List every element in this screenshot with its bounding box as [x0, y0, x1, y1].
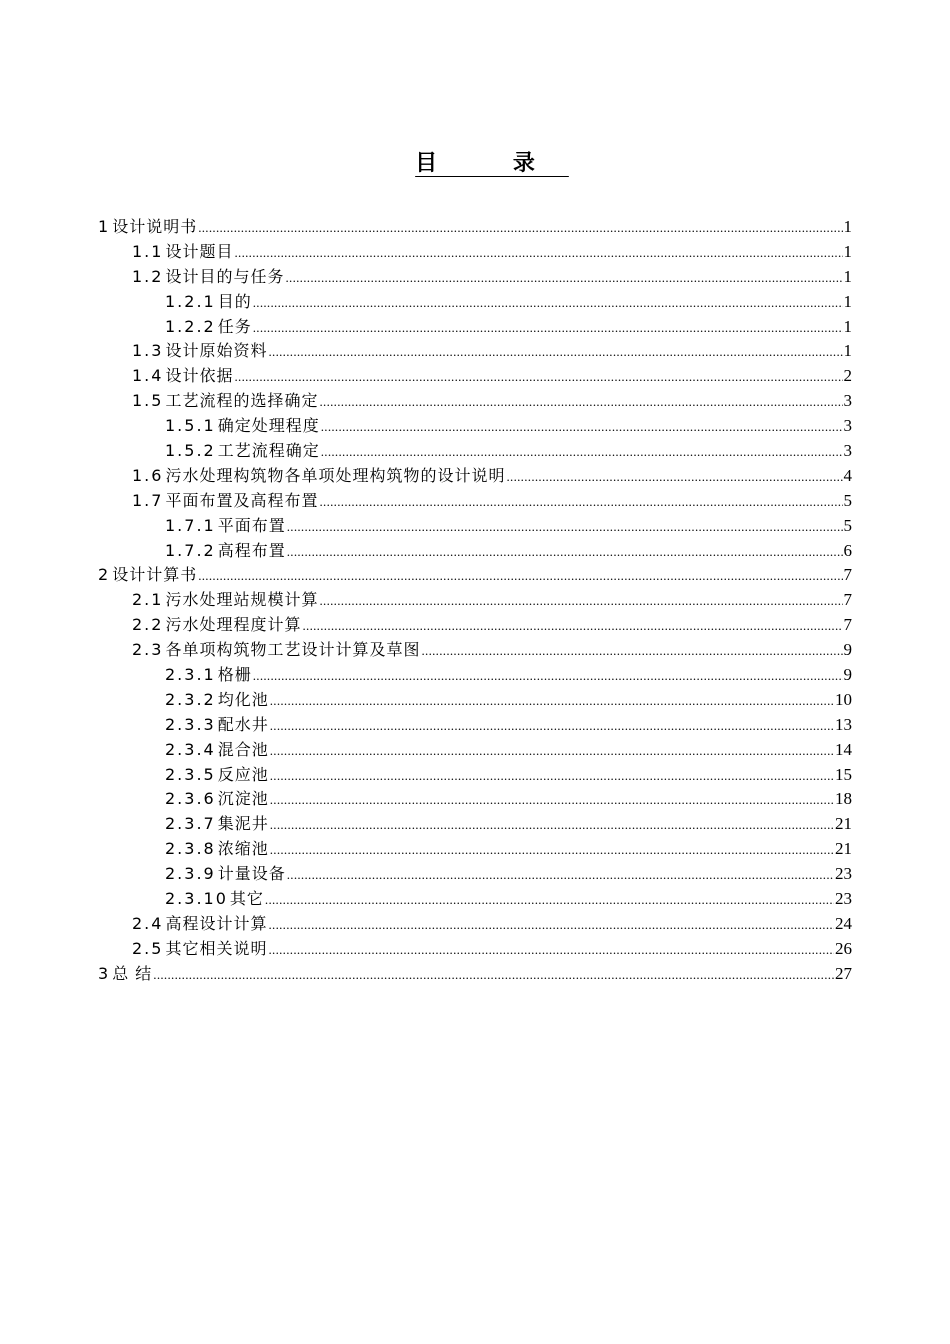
toc-entry-title: 总 结 — [112, 963, 153, 983]
toc-dot-leader — [302, 614, 842, 639]
toc-entry-page-number: 1 — [843, 266, 852, 286]
toc-dot-leader — [321, 415, 843, 440]
toc-entry-number: 2.3.8 — [165, 839, 216, 859]
toc-entry-page-number: 6 — [843, 540, 852, 560]
toc-entry[interactable] — [98, 638, 852, 663]
toc-dot-leader — [287, 515, 843, 540]
toc-entry-page-number: 27 — [835, 963, 852, 983]
toc-entry-number: 2.1 — [132, 590, 164, 610]
toc-entry-number: 2.3.4 — [165, 739, 216, 759]
toc-entry-title: 设计依据 — [165, 366, 234, 386]
toc-entry-title: 确定处理程度 — [217, 416, 320, 436]
toc-entry-number: 2.3.5 — [165, 764, 216, 784]
toc-entry-number: 1.5.1 — [165, 416, 216, 436]
toc-dot-leader — [265, 888, 834, 913]
toc-entry-title: 计量设备 — [217, 864, 286, 884]
toc-entry-number: 2.4 — [132, 913, 164, 933]
toc-dot-leader — [287, 540, 843, 565]
toc-entry-page-number: 1 — [843, 316, 852, 336]
toc-entry-title: 配水井 — [217, 714, 269, 734]
toc-entry-number: 2.3.1 — [165, 665, 216, 685]
toc-entry[interactable] — [98, 713, 852, 738]
toc-dot-leader — [268, 340, 842, 365]
toc-entry-title: 混合池 — [217, 739, 269, 759]
toc-entry-number: 2.3.6 — [165, 789, 216, 809]
toc-entry[interactable] — [98, 738, 852, 763]
page-title — [0, 146, 950, 182]
toc-entry-page-number: 10 — [835, 689, 852, 709]
toc-dot-leader — [253, 664, 843, 689]
toc-entry-page-number: 1 — [843, 217, 852, 236]
toc-entry-page-number: 7 — [843, 590, 852, 610]
toc-entry-page-number: 1 — [843, 291, 852, 311]
toc-dot-leader — [270, 689, 834, 714]
toc-entry-page-number: 13 — [835, 714, 852, 734]
toc-dot-leader — [153, 963, 834, 988]
toc-entry[interactable] — [98, 688, 852, 713]
toc-dot-leader — [270, 764, 834, 789]
toc-entry-number: 2 — [98, 565, 111, 585]
toc-entry-title: 目的 — [217, 291, 252, 311]
toc-entry-number: 3 — [98, 963, 111, 983]
toc-entry-number: 1 — [98, 217, 111, 236]
toc-entry-number: 1.7.1 — [165, 515, 216, 535]
toc-dot-leader — [234, 241, 842, 266]
toc-entry[interactable] — [98, 763, 852, 788]
toc-dot-leader — [270, 813, 834, 838]
toc-entry-title: 任务 — [217, 316, 252, 336]
toc-entry-title: 各单项构筑物工艺设计计算及草图 — [165, 640, 421, 660]
toc-entry[interactable] — [98, 489, 852, 514]
toc-dot-leader — [270, 714, 834, 739]
toc-entry[interactable] — [98, 364, 852, 389]
toc-entry-page-number: 3 — [843, 441, 852, 461]
toc-entry-page-number: 9 — [843, 665, 852, 685]
toc-entry-page-number: 23 — [835, 889, 852, 909]
toc-entry-page-number: 1 — [843, 341, 852, 361]
toc-entry-number: 2.5 — [132, 938, 164, 958]
toc-entry-title: 浓缩池 — [217, 839, 269, 859]
toc-dot-leader — [319, 589, 842, 614]
toc-entry[interactable] — [98, 937, 852, 962]
toc-entry-title: 设计原始资料 — [165, 341, 268, 361]
toc-entry-number: 1.7 — [132, 490, 164, 510]
toc-entry-number: 2.3.7 — [165, 814, 216, 834]
toc-entry-number: 2.3.9 — [165, 864, 216, 884]
toc-entry[interactable] — [98, 240, 852, 265]
toc-entry-title: 集泥井 — [217, 814, 269, 834]
toc-entry[interactable] — [98, 862, 852, 887]
toc-entry[interactable] — [98, 339, 852, 364]
toc-dot-leader — [253, 291, 843, 316]
toc-entry[interactable] — [98, 215, 852, 240]
toc-entry[interactable] — [98, 464, 852, 489]
toc-entry[interactable] — [98, 787, 852, 812]
toc-entry-number: 1.2 — [132, 266, 164, 286]
toc-dot-leader — [421, 639, 842, 664]
toc-entry-title: 工艺流程的选择确定 — [165, 391, 319, 411]
toc-entry-number: 1.1 — [132, 241, 164, 261]
toc-entry-title: 其它 — [229, 889, 264, 909]
toc-entry-page-number: 5 — [843, 515, 852, 535]
toc-entry-number: 1.6 — [132, 465, 164, 485]
toc-entry[interactable] — [98, 663, 852, 688]
toc-entry-number: 1.3 — [132, 341, 164, 361]
toc-dot-leader — [198, 564, 842, 589]
toc-entry[interactable] — [98, 439, 852, 464]
toc-entry-page-number: 23 — [835, 864, 852, 884]
toc-dot-leader — [270, 739, 834, 764]
toc-dot-leader — [285, 266, 842, 291]
toc-dot-leader — [321, 440, 843, 465]
toc-entry[interactable] — [98, 837, 852, 862]
toc-entry-title: 高程布置 — [217, 540, 286, 560]
toc-entry[interactable] — [98, 514, 852, 539]
page-title-text: 目 录 — [415, 151, 569, 176]
toc-dot-leader — [506, 465, 842, 490]
toc-entry-number: 2.3.10 — [165, 889, 228, 909]
toc-entry-page-number: 21 — [835, 839, 852, 859]
toc-entry-page-number: 4 — [843, 465, 852, 485]
toc-entry-title: 反应池 — [217, 764, 269, 784]
toc-entry-title: 平面布置及高程布置 — [165, 490, 319, 510]
toc-entry-title: 平面布置 — [217, 515, 286, 535]
toc-entry-number: 1.2.2 — [165, 316, 216, 336]
toc-entry-number: 2.3 — [132, 640, 164, 660]
toc-dot-leader — [270, 788, 834, 813]
toc-entry-number: 2.2 — [132, 615, 164, 635]
toc-entry[interactable] — [98, 414, 852, 439]
toc-entry-title: 设计题目 — [165, 241, 234, 261]
toc-entry-page-number: 3 — [843, 391, 852, 411]
toc-entry[interactable] — [98, 563, 852, 588]
toc-entry-title: 均化池 — [217, 689, 269, 709]
toc-entry-page-number: 24 — [835, 913, 852, 933]
toc-entry-title: 沉淀池 — [217, 789, 269, 809]
toc-entry[interactable] — [98, 315, 852, 340]
toc-entry-page-number: 15 — [835, 764, 852, 784]
toc-entry-number: 1.5 — [132, 391, 164, 411]
toc-entry-page-number: 3 — [843, 416, 852, 436]
toc-dot-leader — [268, 938, 834, 963]
toc-entry-title: 设计说明书 — [112, 217, 198, 236]
toc-entry[interactable] — [98, 962, 852, 987]
table-of-contents — [98, 215, 852, 987]
toc-entry[interactable] — [98, 613, 852, 638]
toc-entry-page-number: 7 — [843, 565, 852, 585]
toc-entry-page-number: 21 — [835, 814, 852, 834]
toc-entry-number: 2.3.3 — [165, 714, 216, 734]
toc-dot-leader — [319, 390, 842, 415]
toc-dot-leader — [198, 216, 842, 241]
toc-entry[interactable] — [98, 588, 852, 613]
toc-entry-page-number: 26 — [835, 938, 852, 958]
toc-entry-title: 高程设计计算 — [165, 913, 268, 933]
toc-entry-page-number: 5 — [843, 490, 852, 510]
toc-dot-leader — [287, 863, 834, 888]
toc-dot-leader — [268, 913, 834, 938]
toc-entry-title: 设计目的与任务 — [165, 266, 285, 286]
toc-entry-number: 1.5.2 — [165, 441, 216, 461]
toc-entry-page-number: 18 — [835, 789, 852, 809]
toc-dot-leader — [234, 365, 842, 390]
toc-entry[interactable] — [98, 265, 852, 290]
toc-entry[interactable] — [98, 539, 852, 564]
toc-entry-number: 1.2.1 — [165, 291, 216, 311]
toc-dot-leader — [319, 490, 842, 515]
toc-entry-page-number: 2 — [843, 366, 852, 386]
toc-dot-leader — [270, 838, 834, 863]
toc-entry-page-number: 1 — [843, 241, 852, 261]
toc-entry-title: 污水处理程度计算 — [165, 615, 302, 635]
toc-entry-title: 格栅 — [217, 665, 252, 685]
toc-entry[interactable] — [98, 290, 852, 315]
toc-entry-title: 污水处理站规模计算 — [165, 590, 319, 610]
toc-entry-page-number: 14 — [835, 739, 852, 759]
toc-entry-page-number: 9 — [843, 640, 852, 660]
toc-entry[interactable] — [98, 887, 852, 912]
toc-entry-page-number: 7 — [843, 615, 852, 635]
toc-entry-title: 工艺流程确定 — [217, 441, 320, 461]
toc-entry[interactable] — [98, 912, 852, 937]
toc-entry-title: 设计计算书 — [112, 565, 198, 585]
toc-entry-number: 1.4 — [132, 366, 164, 386]
toc-entry-title: 其它相关说明 — [165, 938, 268, 958]
toc-entry-number: 2.3.2 — [165, 689, 216, 709]
toc-dot-leader — [253, 316, 843, 341]
toc-entry-number: 1.7.2 — [165, 540, 216, 560]
toc-entry-title: 污水处理构筑物各单项处理构筑物的设计说明 — [165, 465, 506, 485]
toc-entry[interactable] — [98, 812, 852, 837]
toc-entry[interactable] — [98, 389, 852, 414]
